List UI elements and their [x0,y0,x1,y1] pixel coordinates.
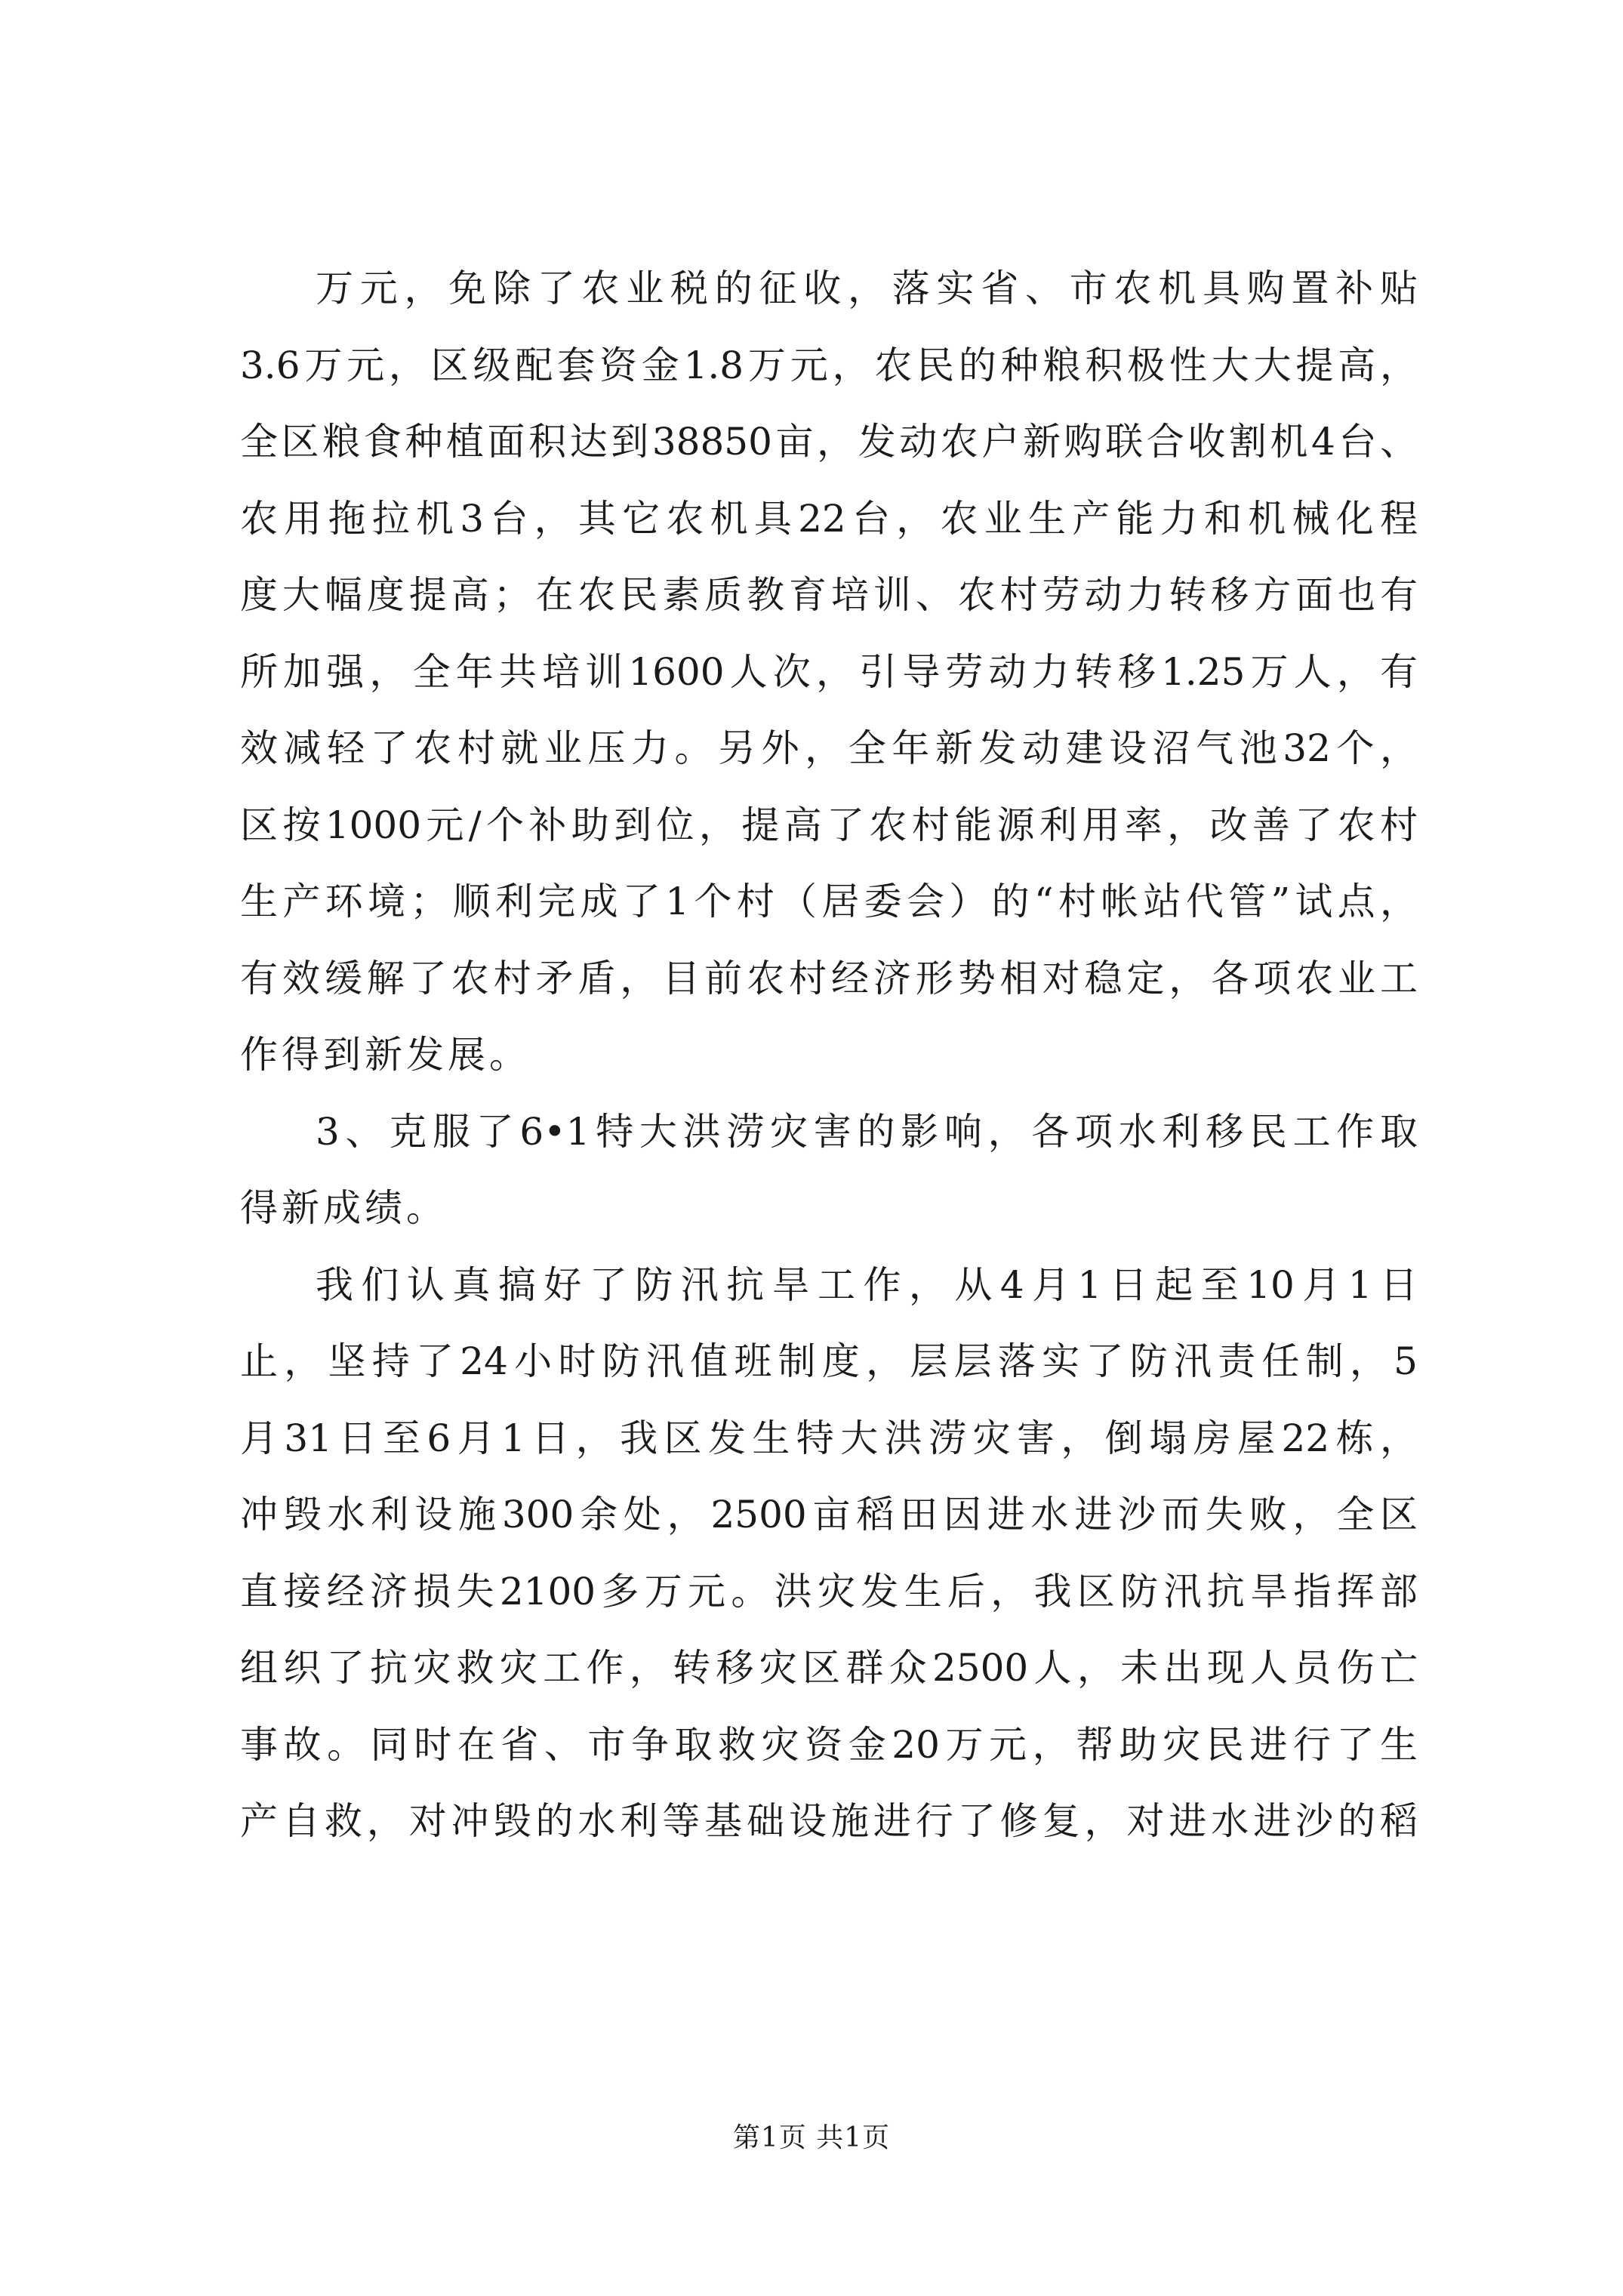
text-line: 3.6万元，区级配套资金1.8万元，农民的种粮积极性大大提高， [240,343,1418,387]
text-line: 3、克服了6•1特大洪涝灾害的影响，各项水利移民工作取 [316,1109,1418,1154]
text-line: 得新成绩。 [240,1186,448,1230]
text-line: 所加强，全年共培训1600人次，引导劳动力转移1.25万人，有 [240,649,1418,694]
text-line: 效减轻了农村就业压力。另外，全年新发动建设沼气池32个， [240,726,1418,770]
text-line: 我们认真搞好了防汛抗旱工作，从4月1日起至10月1日 [316,1262,1418,1307]
text-line: 止，坚持了24小时防汛值班制度，层层落实了防汛责任制，5 [240,1339,1418,1383]
text-line: 全区粮食种植面积达到38850亩，发动农户新购联合收割机4台、 [240,420,1418,464]
text-line: 事故。同时在省、市争取救灾资金20万元，帮助灾民进行了生 [240,1722,1418,1767]
text-line: 度大幅度提高；在农民素质教育培训、农村劳动力转移方面也有 [240,573,1418,617]
text-line: 有效缓解了农村矛盾，目前农村经济形势相对稳定，各项农业工 [240,956,1418,1000]
text-line: 农用拖拉机3台，其它农机具22台，农业生产能力和机械化程 [240,496,1418,541]
text-line: 生产环境；顺利完成了1个村（居委会）的“村帐站代管”试点， [240,880,1418,923]
text-line: 直接经济损失2100多万元。洪灾发生后，我区防汛抗旱指挥部 [240,1569,1418,1613]
text-line: 组织了抗灾救灾工作，转移灾区群众2500人，未出现人员伤亡 [240,1646,1418,1690]
text-line: 冲毁水利设施300余处，2500亩稻田因进水进沙而失败，全区 [240,1493,1418,1536]
text-line: 产自救，对冲毁的水利等基础设施进行了修复，对进水进沙的稻 [240,1799,1418,1843]
text-line: 月31日至6月1日，我区发生特大洪涝灾害，倒塌房屋22栋， [240,1416,1418,1460]
page-footer: 第1页 共1页 [732,2122,891,2153]
text-line: 作得到新发展。 [240,1033,531,1077]
document-body [240,251,1418,1860]
text-line: 区按1000元/个补助到位，提高了农村能源利用率，改善了农村 [240,803,1418,847]
text-line: 万元，免除了农业税的征收，落实省、市农机具购置补贴 [316,267,1418,310]
